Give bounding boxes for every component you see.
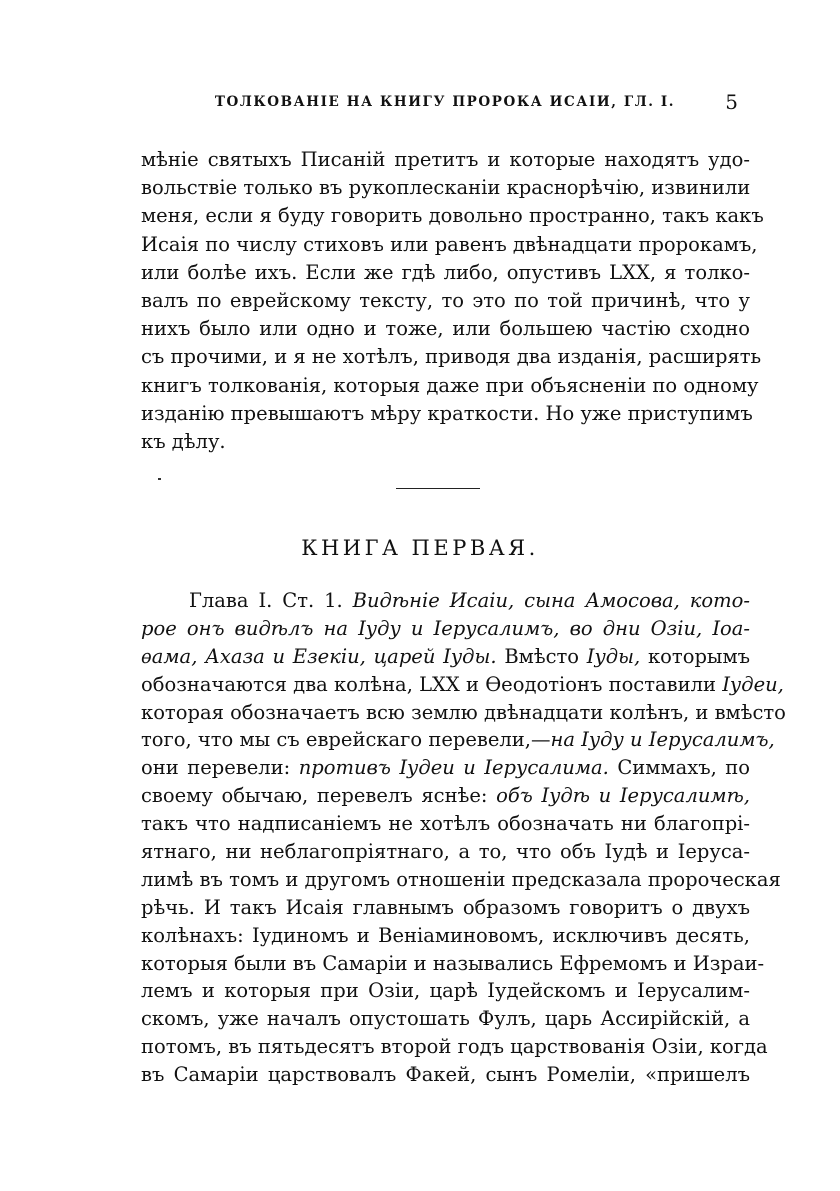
text-line: нихъ было или одно и тоже, или большею частію сходно <box>141 317 750 341</box>
text-line <box>141 699 786 727</box>
text-line <box>141 1061 750 1089</box>
scripture-quote: Видѣніе Исаіи, сына Амосова, кото- <box>352 589 750 612</box>
text-line <box>141 587 750 615</box>
text-run: того, что мы съ еврейскаго перевели,— <box>141 728 551 752</box>
scripture-quote: Іудеи, <box>722 672 784 696</box>
text-line <box>141 671 784 699</box>
text-line: или болѣе ихъ. Если же гдѣ либо, опустивъ LXX, я толко- <box>141 260 750 284</box>
section-divider <box>396 488 480 489</box>
text-line <box>141 810 750 838</box>
text-line <box>141 866 781 894</box>
text-run: Симмахъ, по <box>608 756 751 780</box>
text-run: рѣчь. И такъ Исаія главнымъ образомъ говоритъ о двухъ <box>141 895 750 919</box>
text-line <box>141 1033 768 1061</box>
text-run: Вмѣсто <box>496 644 587 668</box>
text-line <box>141 977 750 1005</box>
section-title: КНИГА ПЕРВАЯ. <box>301 536 539 560</box>
text-line <box>141 643 750 671</box>
text-line <box>141 950 765 978</box>
text-run: Глава I. Ст. 1. <box>189 589 353 612</box>
text-run: потомъ, въ пятьдесятъ второй годъ царствованія Озіи, когда <box>141 1035 768 1059</box>
text-line <box>141 754 750 782</box>
text-run: въ Самаріи царствовалъ Факей, сынъ Ромеліи, «пришелъ <box>141 1063 750 1087</box>
text-run: такъ что надписаніемъ не хотѣлъ обозначать ни благопрі- <box>141 812 750 836</box>
text-line: къ дѣлу. <box>141 429 226 453</box>
text-line <box>141 922 750 950</box>
text-run: которымъ <box>640 644 751 668</box>
text-run: которыя были въ Самаріи и назывались Ефремомъ и Израи- <box>141 951 765 975</box>
text-run: которая обозначаетъ всю землю двѣнадцати колѣнъ, и вмѣсто <box>141 700 786 724</box>
scripture-quote: противъ Іудеи и Іерусалима. <box>298 756 609 780</box>
text-line <box>141 1005 750 1033</box>
text-line: валъ по еврейскому тексту, то это по той причинѣ, что у <box>141 288 750 312</box>
scripture-quote: рое онъ видѣлъ на Іуду и Іерусалимъ, во дни Озіи, Іоа- <box>141 616 750 640</box>
text-line: вольствіе только въ рукоплесканіи краснорѣчію, извинили <box>141 176 751 200</box>
text-line: съ прочими, и я не хотѣлъ, приводя два изданія, расширять <box>141 345 762 369</box>
page-number: 5 <box>725 90 738 114</box>
scripture-quote: Іуды, <box>586 644 641 668</box>
text-line <box>141 894 750 922</box>
text-run: они перевели: <box>141 756 299 780</box>
ink-speck <box>158 478 161 480</box>
text-line <box>141 726 775 754</box>
text-run: лемъ и которыя при Озіи, царѣ Іудейскомъ и Іерусалим- <box>141 979 750 1003</box>
text-line: Исаія по числу стиховъ или равенъ двѣнадцати пророкамъ, <box>141 232 758 256</box>
text-run: лимѣ въ томъ и другомъ отношеніи предсказала пророческая <box>141 867 781 891</box>
text-line: изданію превышаютъ мѣру краткости. Но уже приступимъ <box>141 401 753 425</box>
text-run: ятнаго, ни неблагопріятнаго, а то, что объ Іудѣ и Іеруса- <box>141 840 750 864</box>
chapter-paragraph <box>141 587 786 1089</box>
text-run: колѣнахъ: Іудиномъ и Веніаминовомъ, исключивъ десять, <box>141 923 750 947</box>
text-line: книгъ толкованія, которыя даже при объясненіи по одному <box>141 373 759 397</box>
scripture-quote: объ Іудѣ и Іерусалимѣ, <box>496 784 750 808</box>
text-run: обозначаются два колѣна, LXX и Ѳеодотіонъ поставили <box>141 672 723 696</box>
running-head: ТОЛКОВАНІЕ НА КНИГУ ПРОРОКА ИСАІИ, ГЛ. I. <box>214 94 676 110</box>
text-run: своему обычаю, перевелъ яснѣе: <box>141 784 497 808</box>
text-line: мѣніе святыхъ Писаній претитъ и которые находятъ удо- <box>141 148 750 171</box>
text-line: меня, если я буду говорить довольно пространно, такъ какъ <box>141 204 764 228</box>
text-line <box>141 838 750 866</box>
text-line <box>141 782 750 810</box>
text-line <box>141 615 750 643</box>
intro-paragraph <box>141 146 764 456</box>
text-run: скомъ, уже началъ опустошать Фулъ, царь Ассирійскій, а <box>141 1007 750 1031</box>
scripture-quote: на Іуду и Іерусалимъ, <box>550 728 775 752</box>
scripture-quote: ѳама, Ахаза и Езекіи, царей Іуды. <box>141 644 497 668</box>
